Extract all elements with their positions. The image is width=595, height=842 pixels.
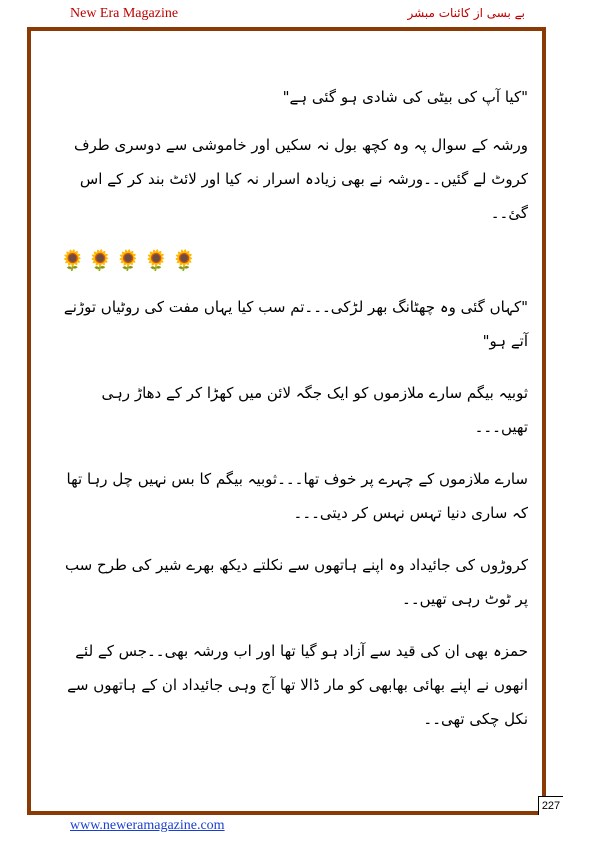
page-number: 227 [538, 796, 563, 815]
website-link[interactable]: www.neweramagazine.com [70, 818, 225, 833]
sunflower-icon: 🌻 [60, 248, 85, 272]
flower-divider [60, 244, 528, 276]
sunflower-icon: 🌻 [171, 248, 197, 272]
sunflower-icon: 🌻 [87, 248, 113, 272]
paragraph: "کہاں گئی وہ چھٹانگ بھر لڑکی۔۔۔تم سب کیا یہاں مفت کی روٹیاں توڑنے آتے ہو" [63, 298, 528, 350]
sunflower-icon: 🌻 [115, 248, 141, 272]
story-body [60, 80, 528, 736]
paragraph: حمزہ بھی ان کی قید سے آزاد ہو گیا تھا اور اب ورشہ بھی۔۔جس کے لئے انھوں نے اپنے بھائی بھابھی کو مار ڈالا تھا آج وہی جائیداد ان کے ہاتھوں سے نکل چکی تھی۔۔ [67, 642, 528, 728]
paragraph: ثوبیہ بیگم سارے ملازموں کو ایک جگہ لائن میں کھڑا کر کے دھاڑ رہی تھیں۔۔۔ [101, 384, 528, 436]
paragraph: کروڑوں کی جائیداد وہ اپنے ہاتھوں سے نکلتے دیکھ بھرے شیر کی طرح سب پر ٹوٹ رہی تھیں۔۔ [64, 556, 528, 608]
sunflower-icon: 🌻 [143, 248, 169, 272]
paragraph: "کیا آپ کی بیٹی کی شادی ہو گئی ہے" [282, 88, 528, 106]
magazine-title: New Era Magazine [70, 6, 179, 21]
paragraph: سارے ملازموں کے چہرے پر خوف تھا۔۔۔ثوبیہ بیگم کا بس نہیں چل رہا تھا کہ ساری دنیا تہس نہس کر دیتی۔۔۔ [66, 470, 528, 522]
paragraph: ورشہ کے سوال پہ وہ کچھ بول نہ سکیں اور خاموشی سے دوسری طرف کروٹ لے گئیں۔۔ورشہ نے بھی زیادہ اسرار نہ کیا اور لائٹ بند کر کے اس گئ۔۔ [73, 136, 528, 222]
story-title: بے بسی از کائنات مبشر [407, 6, 525, 20]
